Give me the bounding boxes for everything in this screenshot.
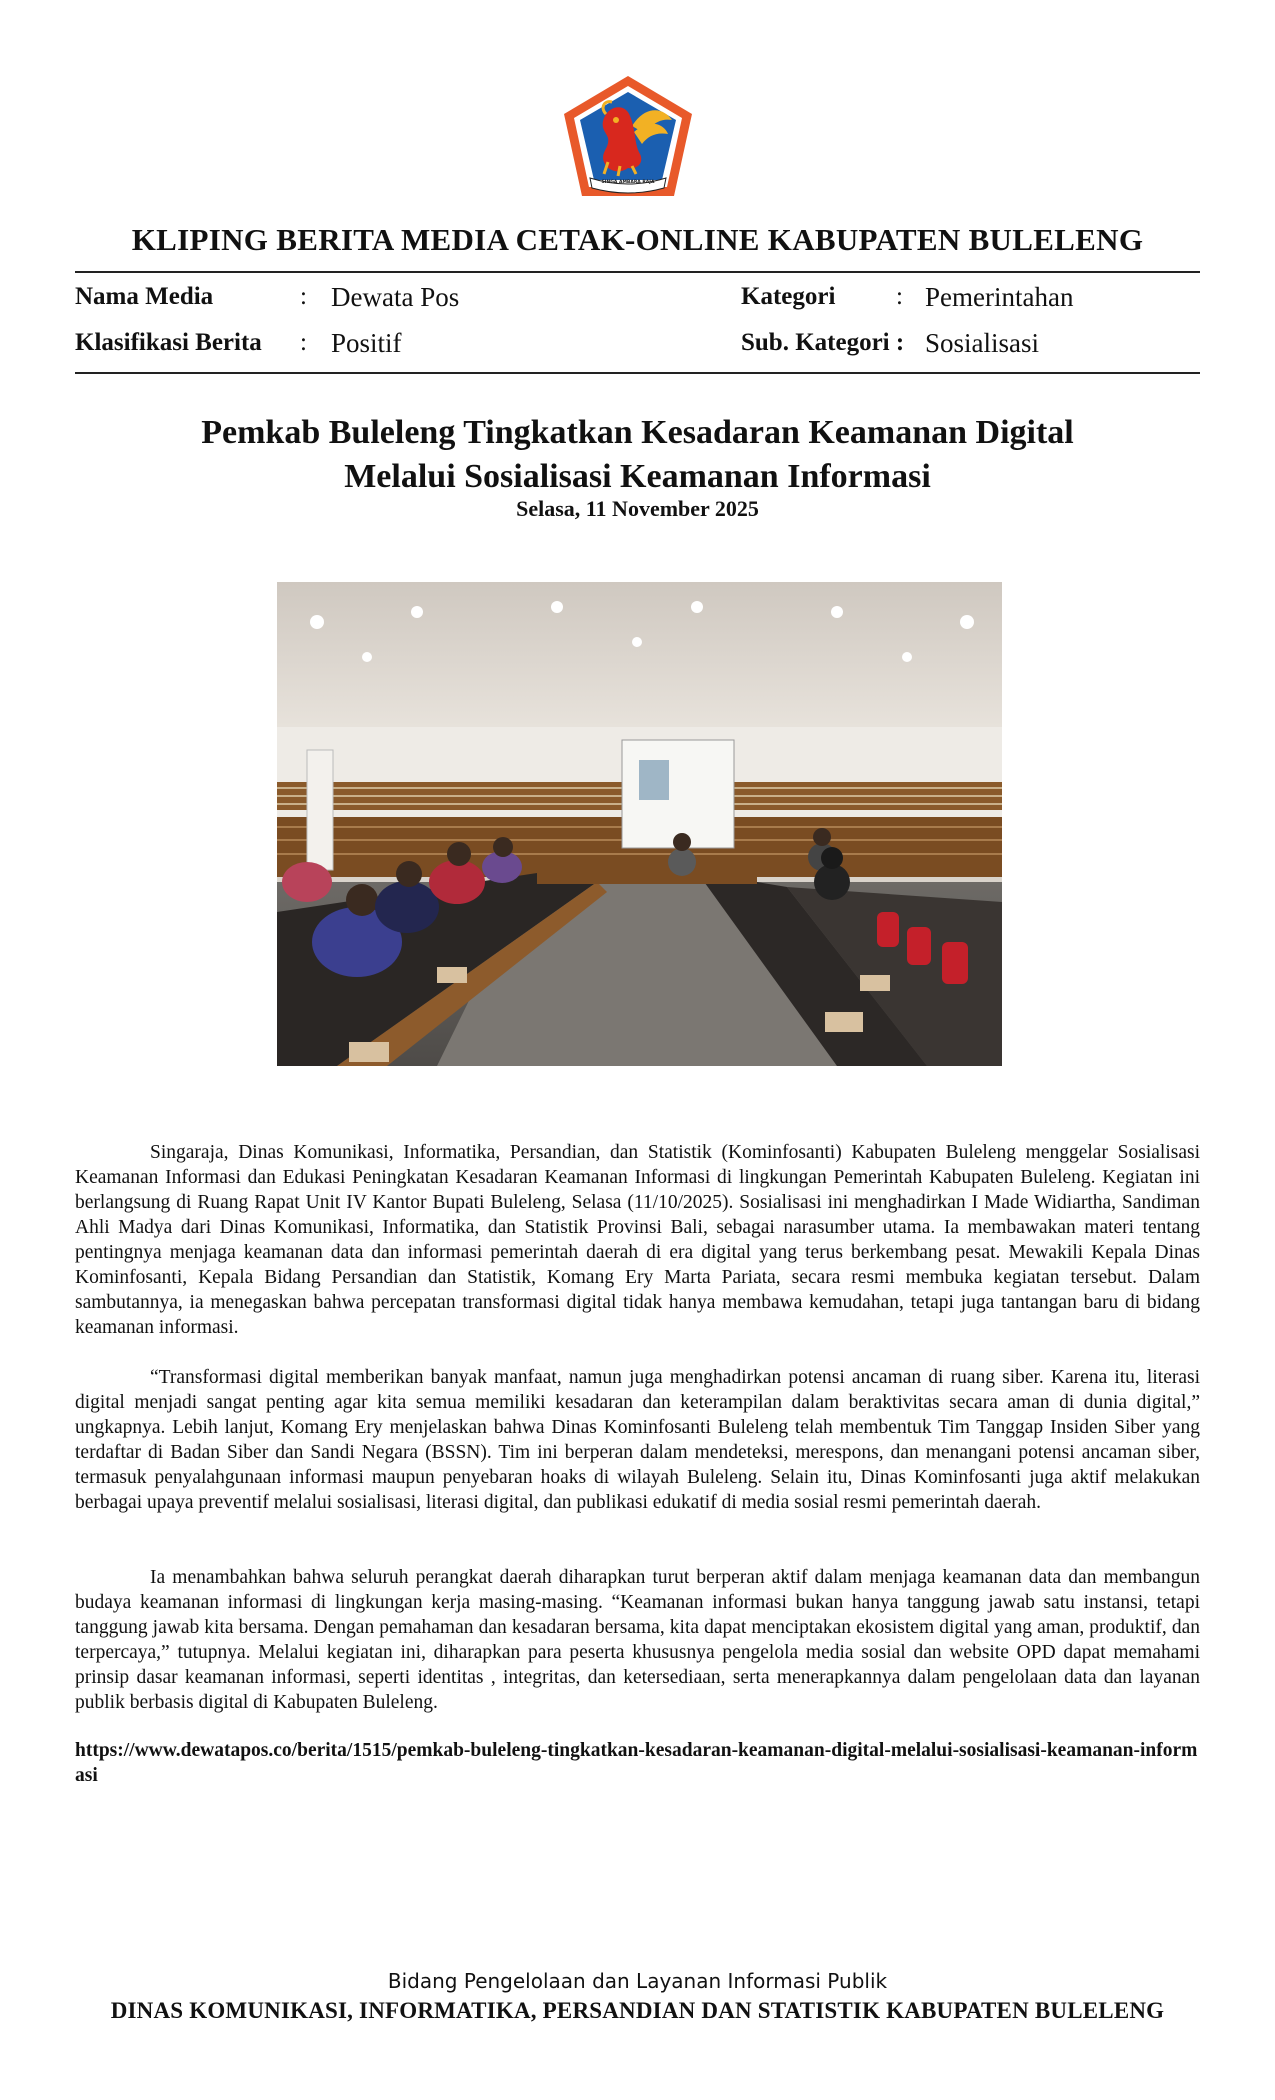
meeting-room-photo-icon <box>277 582 1002 1066</box>
article-photo <box>277 582 1002 1066</box>
top-divider <box>75 271 1200 273</box>
article-paragraph-2: “Transformasi digital memberikan banyak manfaat, namun juga menghadirkan potensi ancaman di ruang siber. Karena itu, literasi digital menjadi sangat penting agar kita semua memiliki kesadaran dan keterampilan dalam beraktivitas secara aman di dunia digital,” ungkapnya. Lebih lanjut, Komang Ery menjelaskan bahwa Dinas Kominfosanti Buleleng telah membentuk Tim Tanggap Insiden Siber yang terdaftar di Badan Siber dan Sandi Negara (BSSN). Tim ini berperan dalam mendeteksi, merespons, dan menangani potensi ancaman siber, termasuk penyalahgunaan informasi maupun penyebaran hoaks di wilayah Buleleng. Selain itu, Dinas Kominfosanti juga aktif melakukan berbagai upaya preventif melalui sosialisasi, literasi digital, dan publikasi edukatif di media sosial resmi pemerintah daerah. <box>75 1367 1200 1513</box>
media-name-value: Dewata Pos <box>331 282 460 312</box>
footer-division: Bidang Pengelolaan dan Layanan Informasi Publik <box>387 1969 888 1993</box>
crest-logo <box>560 74 696 200</box>
subcategory-label: Sub. Kategori : <box>741 329 905 356</box>
document-title: KLIPING BERITA MEDIA CETAK-ONLINE KABUPATEN BULELENG <box>131 222 1144 257</box>
media-name-label: Nama Media <box>75 283 214 310</box>
category-value: Pemerintahan <box>925 282 1074 312</box>
article-date: Selasa, 11 November 2025 <box>516 496 759 521</box>
article-paragraph-3: Ia menambahkan bahwa seluruh perangkat daerah diharapkan turut berperan aktif dalam menjaga keamanan data dan membangun budaya keamanan informasi di lingkungan kerja masing-masing. “Keamanan informasi bukan hanya tanggung jawab satu instansi, tetapi tanggung jawab kita bersama. Dengan pemahaman dan kesadaran bersama, kita dapat menciptakan ekosistem digital yang aman, produktif, dan terpercaya,” tutupnya. Melalui kegiatan ini, diharapkan para peserta khususnya pengelola media sosial dan website OPD dapat memahami prinsip dasar keamanan informasi, seperti identitas , integritas, dan ketersediaan, serta menerapkannya dalam pengelolaan data dan layanan publik berbasis digital di Kabupaten Buleleng. <box>75 1567 1200 1713</box>
article-paragraph-1: Singaraja, Dinas Komunikasi, Informatika, Persandian, dan Statistik (Kominfosanti) Kabupaten Buleleng menggelar Sosialisasi Keamanan Informasi dan Edukasi Peningkatan Kesadaran Keamanan Informasi di lingkungan Pemerintah Kabupaten Buleleng. Kegiatan ini berlangsung di Ruang Rapat Unit IV Kantor Bupati Buleleng, Selasa (11/10/2025). Sosialisasi ini menghadirkan I Made Widiartha, Sandiman Ahli Madya dari Dinas Komunikasi, Informatika, dan Statistik Provinsi Bali, sebagai narasumber utama. Ia membawakan materi tentang pentingnya menjaga keamanan data dan informasi pemerintah daerah di era digital yang terus berkembang pesat. Mewakili Kepala Dinas Kominfosanti, Kepala Bidang Persandian dan Statistik, Komang Ery Marta Pariata, secara resmi membuka kegiatan tersebut. Dalam sambutannya, ia menegaskan bahwa percepatan transformasi digital tidak hanya membawa kemudahan, tetapi juga tantangan baru di bidang keamanan informasi. <box>75 1142 1200 1338</box>
bottom-divider <box>75 372 1200 374</box>
media-name-colon: : <box>300 283 307 310</box>
category-label: Kategori <box>741 283 836 310</box>
classification-label: Klasifikasi Berita <box>75 329 262 356</box>
source-link[interactable]: https://www.dewatapos.co/berita/1515/pemkab-buleleng-tingkatkan-kesadaran-keamanan-digital-melalui-sosialisasi-keamanan-informasi <box>75 1740 1198 1786</box>
footer-agency: DINAS KOMUNIKASI, INFORMATIKA, PERSANDIAN DAN STATISTIK KABUPATEN BULELENG <box>110 1998 1165 2023</box>
classification-colon: : <box>300 329 307 356</box>
headline-line-2: Melalui Sosialisasi Keamanan Informasi <box>344 458 931 495</box>
category-colon: : <box>896 283 903 310</box>
crest-motto: SINGA AMBARA RAJA <box>601 180 655 185</box>
subcategory-value: Sosialisasi <box>925 328 1040 358</box>
classification-value: Positif <box>331 328 402 358</box>
headline-line-1: Pemkab Buleleng Tingkatkan Kesadaran Keamanan Digital <box>201 414 1074 451</box>
